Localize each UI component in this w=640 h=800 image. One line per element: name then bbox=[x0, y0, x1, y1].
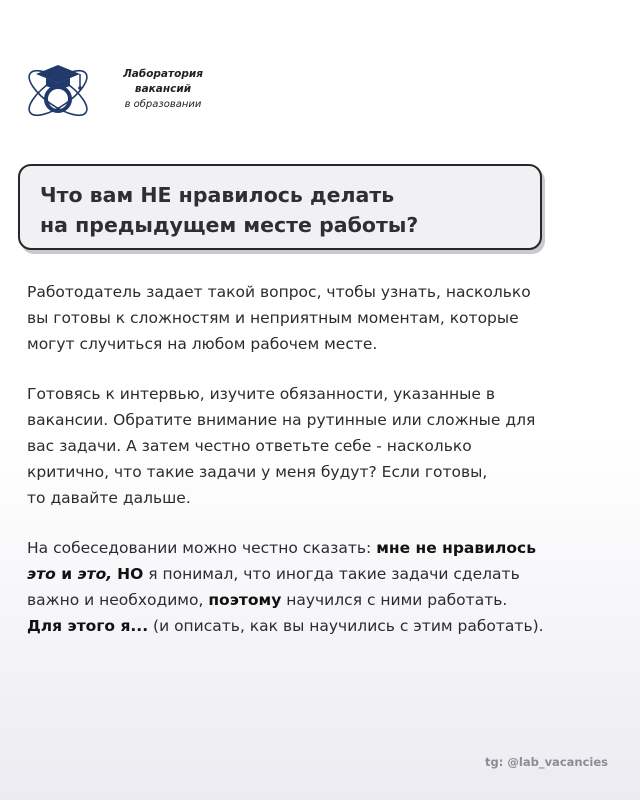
p3-italic-this-1: это bbox=[27, 565, 56, 583]
p3-intro: На собеседовании можно честно сказать: bbox=[27, 539, 377, 557]
p3-text-learned: научился с ними работать. bbox=[281, 591, 508, 609]
p3-bold-dislike: мне не нравилось bbox=[376, 539, 537, 557]
p2-line-2: вакансии. Обратите внимание на рутинные или сложные для bbox=[27, 411, 536, 429]
graduation-cap-orbit-icon bbox=[20, 57, 98, 127]
paragraph-answer-template bbox=[27, 535, 617, 639]
p1-line-1: Работодатель задает такой вопрос, чтобы узнать, насколько bbox=[27, 283, 531, 301]
p3-text-understood: я понимал, что иногда такие задачи сделать bbox=[143, 565, 520, 583]
p2-line-5: то давайте дальше. bbox=[27, 489, 191, 507]
brand-line-1: Лаборатория bbox=[123, 68, 203, 80]
p2-line-4: критично, что такие задачи у меня будут? Если готовы, bbox=[27, 463, 488, 481]
p3-text-describe: (и описать, как вы научились с этим работать). bbox=[148, 617, 544, 635]
p1-line-2: вы готовы к сложностям и неприятным моментам, которые bbox=[27, 309, 519, 327]
p2-line-1: Готовясь к интервью, изучите обязанности, указанные в bbox=[27, 385, 495, 403]
p3-and: и bbox=[55, 565, 78, 583]
article-body bbox=[27, 279, 617, 663]
telegram-handle: tg: @lab_vacancies bbox=[485, 755, 608, 769]
question-card bbox=[18, 164, 542, 250]
p2-line-3: вас задачи. А затем честно ответьте себе - насколько bbox=[27, 437, 472, 455]
p3-bold-therefore: поэтому bbox=[208, 591, 282, 609]
brand-tagline: в образовании bbox=[124, 99, 202, 110]
brand-line-2: вакансий bbox=[134, 83, 192, 95]
p3-bold-but: НО bbox=[117, 565, 144, 583]
brand-logo bbox=[20, 57, 220, 127]
paragraph-employer-purpose bbox=[27, 279, 617, 357]
question-line-2: на предыдущем месте работы? bbox=[40, 213, 419, 237]
paragraph-preparation bbox=[27, 381, 617, 511]
p3-text-important: важно и необходимо, bbox=[27, 591, 209, 609]
question-line-1: Что вам НЕ нравилось делать bbox=[40, 183, 395, 207]
brand-name bbox=[98, 67, 228, 112]
p1-line-3: могут случиться на любом рабочем месте. bbox=[27, 335, 378, 353]
p3-bold-for-this: Для этого я... bbox=[27, 617, 149, 635]
p3-italic-this-2: это, bbox=[77, 565, 113, 583]
